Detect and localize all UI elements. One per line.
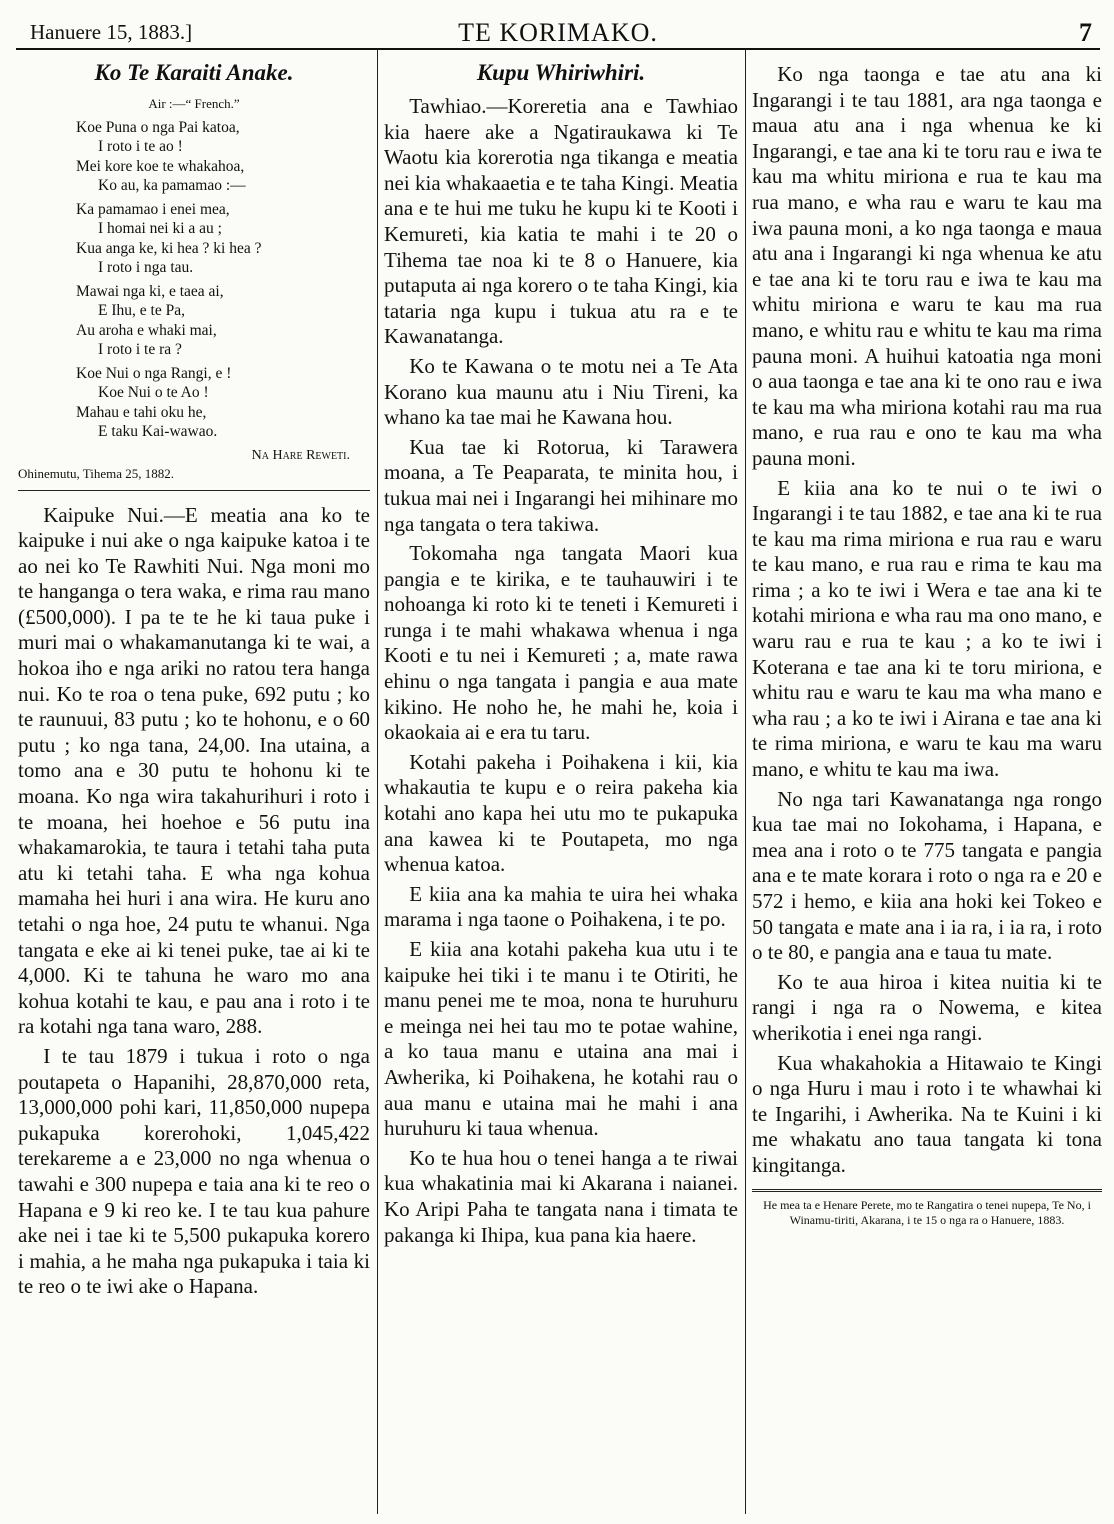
- poem-line: Mahau e tahi oku he,: [76, 403, 207, 421]
- article-paragraph: E kiia ana ka mahia te uira hei whaka marama i nga taone o Poihakena, i te po.: [384, 881, 738, 932]
- article-paragraph: Kua whakahokia a Hitawaio te Kingi o nga Huru i mau i roto i te whawhai ki te Ingarihi, i Awherika. Na te Kuini i ki me whakatu ano taua tangata ki tona kingitanga.: [752, 1050, 1102, 1177]
- article-paragraph: Kaipuke Nui.—E meatia ana ko te kaipuke i nui ake o nga kaipuke katoa i te ao nei ko Te Rawhiti Nui. Nga moni mo te hanganga o tera waka, e rima rau mano (£500,000). I pa te te he ki taua puke i muri mai o whakamanutanga ki te wai, a hokoa iho e nga ariki no ratou tera hanga nui. Ko te roa o tena puke, 692 putu ; ko te raunuui, 83 putu ; ko te hohonu, e o 60 putu ; ko nga tana, 24,00. Ina utaina, a tomo ana e 30 putu te hohonu ki te moana. Ko nga wira takahurihuri i roto i te moana, hei hoehoe e 56 putu ina whakamarokia, te taura i tetahi taha puta atu ki tetahi taha. E wha nga kohua mamaha hei huri i ana wira. He kuru ano tetahi o nga hoe, 24 putu te whanui. Nga tangata e eke ai ki tenei puke, tae ai ki te 4,000. Ki te tahuna he waro mo ana kohua kotahi te kau, e pau ana i roto i te ra kotahi nga tana waro, 288.: [18, 502, 370, 1039]
- article-paragraph: Kua tae ki Rotorua, ki Tarawera moana, a Te Peaparata, te minita hou, i tukua mai nei i Ingarangi hei mihinare mo nga tangata o tera takiwa.: [384, 434, 738, 536]
- poem-line: Ka pamamao i enei mea,: [76, 200, 230, 218]
- column-2: [384, 54, 738, 1516]
- article-paragraph: Ko te aua hiroa i kitea nuitia ki te rangi i nga ra o Nowema, e kitea wherikotia i enei nga rangi.: [752, 969, 1102, 1045]
- poem-line: Koe Puna o nga Pai katoa,: [76, 118, 240, 136]
- article-paragraph: I te tau 1879 i tukua i roto o nga poutapeta o Hapanihi, 28,870,000 reta, 13,000,000 pohi kari, 11,850,000 nupepa pukapuka korerohoki, 1,045,422 terekareme a e 23,000 no nga whenua o tawahi e 300 nupepa e taia ana ki te reo o Hapana e 9 ki reo ke. I te tau kua pahure ake nei i tae ki te 5,500 pukapuka korero i mahia, a he maha nga pukapuka i taia ki te reo o te iwi ake o Hapana.: [18, 1043, 370, 1299]
- poem-line: Ko au, ka pamamao :—: [98, 177, 246, 194]
- poem-title: Ko Te Karaiti Anake.: [94, 60, 294, 85]
- poem-line: I roto i nga tau.: [98, 259, 194, 276]
- column-1: [18, 54, 370, 1516]
- poem-line: Mawai nga ki, e taea ai,: [76, 282, 224, 300]
- imprint-rule: [752, 1189, 1102, 1192]
- column-divider: [745, 50, 746, 1514]
- printer-imprint: He mea ta e Henare Perete, mo te Rangatira o tenei nupepa, Te No, i Winamu-tiriti, Akarana, i te 15 o nga ra o Hanuere, 1883.: [763, 1197, 1091, 1227]
- article-paragraph: Tawhiao.—Koreretia ana e Tawhiao kia haere ake a Ngatiraukawa ki Te Waotu kia korerotia nga tikanga e meatia nei kia whakaaetia e te taha Kingi. Meatia ana e te hui me tuku he kupu ki te Kooti i Kemureti, kia katia te mahi i te 20 o Tihema tae noa ki te 8 o Hanuere, kia putaputa ai nga korero o te taha Kingi, kia tataria nga kupu i tukua atu ra e te Kawanatanga.: [384, 94, 738, 349]
- poem-line: Koe Nui o te Ao !: [98, 384, 209, 401]
- page-header: [16, 10, 1100, 50]
- issue-date: Hanuere 15, 1883.]: [30, 20, 193, 44]
- article-paragraph: Ko nga taonga e tae atu ana ki Ingarangi i te tau 1881, ara nga taonga e maua atu ana i nga whenua ke ki Ingarangi, e tae ana ki te toru rau e iwa te kau ma whitu miriona e rua te kau ma rua mano, e wha rau e waru te kau ma iwa pauna moni, a ko nga taonga e maua atu ana i Ingarangi ki nga whenua ke atu e tae ana ki te toru rau e iwa te kau ma whitu miriona e waru te kau ma rua mano, e whitu rau e whitu te kau ma rima pauna moni. A huihui katoatia nga moni o aua taonga e tae ana ki te ono rau e iwa te kau ma wha miriona kotahi rau ma rua mano, e rua rau e ono te kau ma wha pauna moni.: [752, 62, 1102, 470]
- article-paragraph: Ko te hua hou o tenei hanga a te riwai kua whakatinia mai ki Akarana i naianei. Ko Aripi Paha te tangata nana i timata te pakanga ki Ihipa, kua pana kia haere.: [384, 1145, 738, 1247]
- poem-line: E Ihu, e te Pa,: [98, 302, 185, 319]
- poem-line: Koe Nui o nga Rangi, e !: [76, 364, 232, 382]
- column-3: [752, 54, 1102, 1516]
- poem-line: E taku Kai-wawao.: [98, 423, 218, 440]
- poem-line: I homai nei ki a au ;: [98, 220, 222, 237]
- column-divider: [377, 50, 378, 1514]
- poem-line: Au aroha e whaki mai,: [76, 321, 217, 339]
- poem: [18, 94, 370, 442]
- poem-place-date: Ohinemutu, Tihema 25, 1882.: [18, 465, 175, 481]
- article-paragraph: Ko te Kawana o te motu nei a Te Ata Korano kua maunu atu i Niu Tireni, ka whano ka tae mai he Kawana hou.: [384, 353, 738, 430]
- page-number: 7: [1079, 18, 1092, 47]
- section-rule: [18, 490, 370, 491]
- article-paragraph: No nga tari Kawanatanga nga rongo kua tae mai no Iokohama, i Hapana, e mea ana i roto o te 775 tangata e pangia ana e te mate korara i roto o nga ra e 20 e 572 i hemo, e kiia ana hoki kei Tokeo e 50 tangata e mate ana i ia ra, i ia ra, i roto o te 80, e pangia ana e taua tu mate.: [752, 786, 1102, 965]
- article-paragraph: E kiia ana kotahi pakeha kua utu i te kaipuke hei tiki i te manu i te Otiriti, he manu penei me te moa, nona te huruhuru e meinga nei hei tau mo te potae wahine, a ko taua manu e utaina ana mai i Awherika, ki Poihakena, he kotahi rau o aua manu e utaina mai he mahi i ana huruhuru ki taua whenua.: [384, 937, 738, 1141]
- article-paragraph: E kiia ana ko te nui o te iwi o Ingarangi i te tau 1882, e tae ana ki te rua te kau ma rima miriona e rua rau e waru te kau mano, e rua rau e rima te kau ma rima ; a ko te iwi i Wera e tae ana ki te kotahi miriona e wha rau ma ono mano, e waru rau e rua te kau ; a ko te iwi i Koterana e tae ana ki te toru miriona, e whitu rau e waru te kau ma wha mano e wha rau ; a ko te iwi i Airana e tae ana ki te rima miriona, e waru te kau ma waru mano, e whitu te kau ma iwa.: [752, 475, 1102, 782]
- poem-line: Mei kore koe te whakahoa,: [76, 157, 245, 175]
- poem-line: Kua anga ke, ki hea ? ki hea ?: [76, 239, 262, 257]
- poem-signature: Na Hare Reweti.: [251, 447, 350, 463]
- article-paragraph: Kotahi pakeha i Poihakena i kii, kia whakautia te kupu e o reira pakeha kia kotahi ano kapa hei utu mo te pukapuka ana kawea ki te Poutapeta, mo nga whenua katoa.: [384, 749, 738, 877]
- poem-air: Air :—“ French.”: [148, 96, 240, 111]
- poem-line: I roto i te ao !: [98, 138, 183, 155]
- newspaper-title: TE KORIMAKO.: [458, 18, 658, 47]
- section-title: Kupu Whiriwhiri.: [476, 60, 646, 85]
- article-paragraph: Tokomaha nga tangata Maori kua pangia e te kirika, e te tauhauwiri i te nohoanga ki roto ki te teneti i Kemureti i runga i te mahi whakawa whenua i nga Kooti e tu nei i Kemureti ; a, mate rawa ehinu o nga tangata i pangia e aua mate kikino. He noho he, he mahi he, koia i okaokaia ai e era tu taru.: [384, 541, 738, 745]
- poem-line: I roto i te ra ?: [98, 341, 182, 358]
